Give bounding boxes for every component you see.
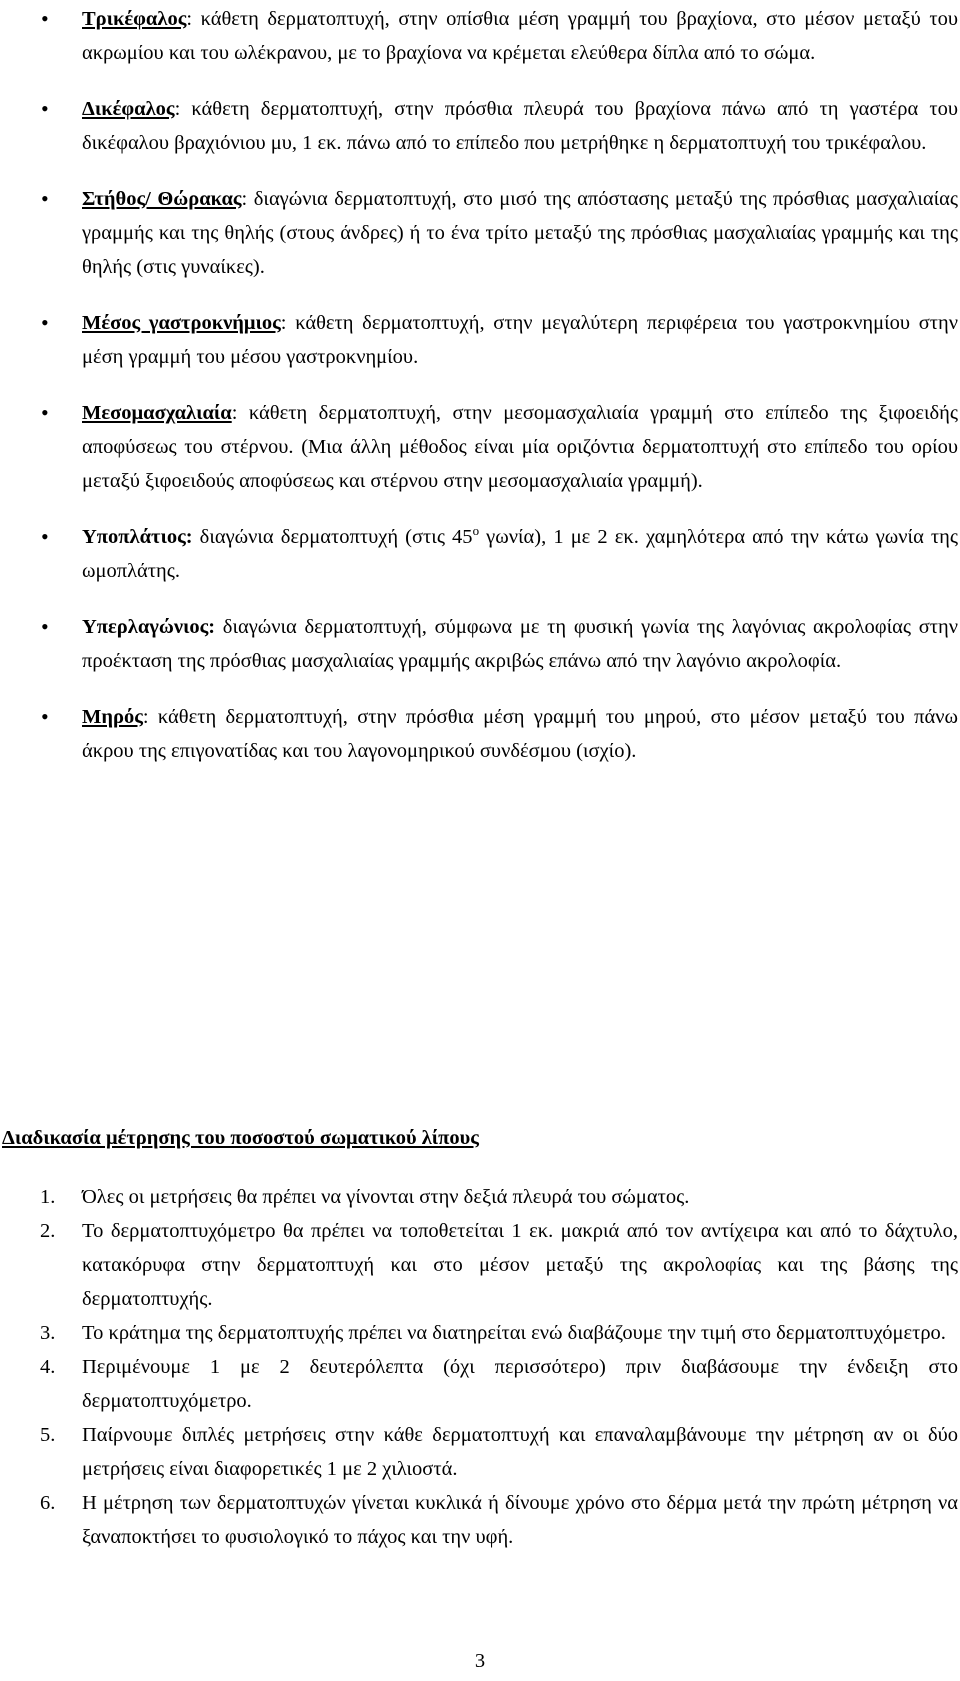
step-number: 2. — [40, 1220, 56, 1242]
skinfold-sites-list — [41, 2, 958, 790]
list-item — [41, 92, 958, 160]
step-text: Παίρνουμε διπλές μετρήσεις στην κάθε δερματοπτυχή και επαναλαμβάνουμε την μέτρηση αν οι δύο μετρήσεις είναι διαφορετικές 1 με 2 χιλιοστά. — [82, 1424, 958, 1480]
step-number: 4. — [40, 1356, 56, 1378]
bullet-icon: • — [41, 310, 49, 335]
list-item — [40, 1316, 958, 1350]
list-item — [41, 2, 958, 70]
list-item — [40, 1214, 958, 1316]
site-term: Μεσομασχαλιαία — [82, 402, 232, 424]
step-text: Η μέτρηση των δερματοπτυχών γίνεται κυκλικά ή δίνουμε χρόνο στο δέρμα μετά την πρώτη μέτρηση να ξαναποκτήσει το φυσιολογικό το πάχος και την υφή. — [82, 1492, 958, 1548]
list-item — [41, 520, 958, 588]
step-number: 6. — [40, 1492, 56, 1514]
section-title: Διαδικασία μέτρησης του ποσοστού σωματικού λίπους — [2, 1127, 479, 1149]
list-item — [40, 1180, 958, 1214]
bullet-icon: • — [41, 96, 49, 121]
bullet-icon: • — [41, 704, 49, 729]
list-item — [40, 1350, 958, 1418]
list-item — [41, 182, 958, 284]
site-description: κάθετη δερματοπτυχή, στην μεγαλύτερη περιφέρεια του γαστροκνημίου στην μέση γραμμή του μέσου γαστροκνημίου. — [82, 312, 958, 368]
procedure-steps-list — [40, 1180, 958, 1554]
list-item — [41, 610, 958, 678]
page-number: 3 — [474, 1650, 486, 1672]
site-description: διαγώνια δερματοπτυχή, στο μισό της απόστασης μεταξύ της πρόσθιας μασχαλιαίας γραμμής και της θηλής (στους άνδρες) ή το ένα τρίτο μεταξύ της πρόσθιας μασχαλιαίας γραμμής και της θηλής (στις γυναίκες). — [82, 188, 958, 278]
step-text: Περιμένουμε 1 με 2 δευτερόλεπτα (όχι περισσότερο) πριν διαβάσουμε την ένδειξη στο δερματοπτυχόμετρο. — [82, 1356, 958, 1412]
site-term: Μέσος γαστροκνήμιος — [82, 312, 281, 334]
step-number: 3. — [40, 1322, 56, 1344]
bullet-icon: • — [41, 400, 49, 425]
step-text: Όλες οι μετρήσεις θα πρέπει να γίνονται στην δεξιά πλευρά του σώματος. — [82, 1186, 690, 1208]
site-term-separator: : — [142, 706, 149, 728]
site-term-separator: : — [231, 402, 238, 424]
step-number: 1. — [40, 1186, 56, 1208]
list-item — [40, 1486, 958, 1554]
step-number: 5. — [40, 1424, 56, 1446]
site-description-continued: γωνία), 1 με 2 εκ. χαμηλότερα από την κάτω γωνία της ωμοπλάτης. — [82, 526, 958, 582]
step-text: Το κράτημα της δερματοπτυχής πρέπει να διατηρείται ενώ διαβάζουμε την τιμή στο δερματοπτυχόμετρο. — [82, 1322, 946, 1344]
degree-superscript: ο — [472, 523, 480, 539]
site-description: κάθετη δερματοπτυχή, στην οπίσθια μέση γραμμή του βραχίονα, στο μέσον μεταξύ του ακρωμίου και του ωλέκρανου, με το βραχίονα να κρέμεται ελεύθερα δίπλα από το σώμα. — [82, 8, 958, 64]
site-description: κάθετη δερματοπτυχή, στην μεσομασχαλιαία γραμμή στο επίπεδο της ξιφοειδής αποφύσεως του στέρνου. (Μια άλλη μέθοδος είναι μία οριζόντια δερματοπτυχή στο επίπεδο του ορίου μεταξύ ξιφοειδούς αποφύσεως και στέρνου στην μεσομασχαλιαία γραμμή). — [82, 402, 958, 492]
site-term: Υπερλαγώνιος: — [82, 616, 216, 638]
bullet-icon: • — [41, 186, 49, 211]
site-description: διαγώνια δερματοπτυχή, σύμφωνα με τη φυσική γωνία της λαγόνιας ακρολοφίας στην προέκταση της πρόσθιας μασχαλιαίας γραμμής ακριβώς επάνω από την λαγόνιο ακρολοφία. — [82, 616, 958, 672]
list-item — [41, 396, 958, 498]
bullet-icon: • — [41, 614, 49, 639]
site-description: κάθετη δερματοπτυχή, στην πρόσθια μέση γραμμή του μηρού, στο μέσον μεταξύ του πάνω άκρου της επιγονατίδας και του λαγονομηρικού συνδέσμου (ισχίο). — [82, 706, 958, 762]
bullet-icon: • — [41, 524, 49, 549]
site-term: Μηρός — [82, 706, 143, 728]
step-text: Το δερματοπτυχόμετρο θα πρέπει να τοποθετείται 1 εκ. μακριά από τον αντίχειρα και από το δάχτυλο, κατακόρυφα στην δερματοπτυχή και στο μέσον μεταξύ της ακρολοφίας και της βάσης της δερματοπτυχής. — [82, 1220, 958, 1310]
bullet-icon: • — [41, 6, 49, 31]
site-description: διαγώνια δερματοπτυχή (στις 45 — [192, 526, 473, 548]
site-term-separator: : — [280, 312, 287, 334]
list-item — [41, 306, 958, 374]
site-term: Τρικέφαλος — [82, 8, 187, 30]
site-term: Υποπλάτιος: — [82, 526, 193, 548]
list-item — [40, 1418, 958, 1486]
site-term: Δικέφαλος — [82, 98, 175, 120]
site-term-separator: : — [174, 98, 181, 120]
site-term-separator: : — [186, 8, 193, 30]
site-term-separator: : — [241, 188, 248, 210]
site-description: κάθετη δερματοπτυχή, στην πρόσθια πλευρά του βραχίονα πάνω από τη γαστέρα του δικέφαλου βραχιόνιου μυ, 1 εκ. πάνω από το επίπεδο που μετρήθηκε η δερματοπτυχή του τρικέφαλου. — [82, 98, 958, 154]
site-term: Στήθος/ Θώρακας — [82, 188, 242, 210]
list-item — [41, 700, 958, 768]
